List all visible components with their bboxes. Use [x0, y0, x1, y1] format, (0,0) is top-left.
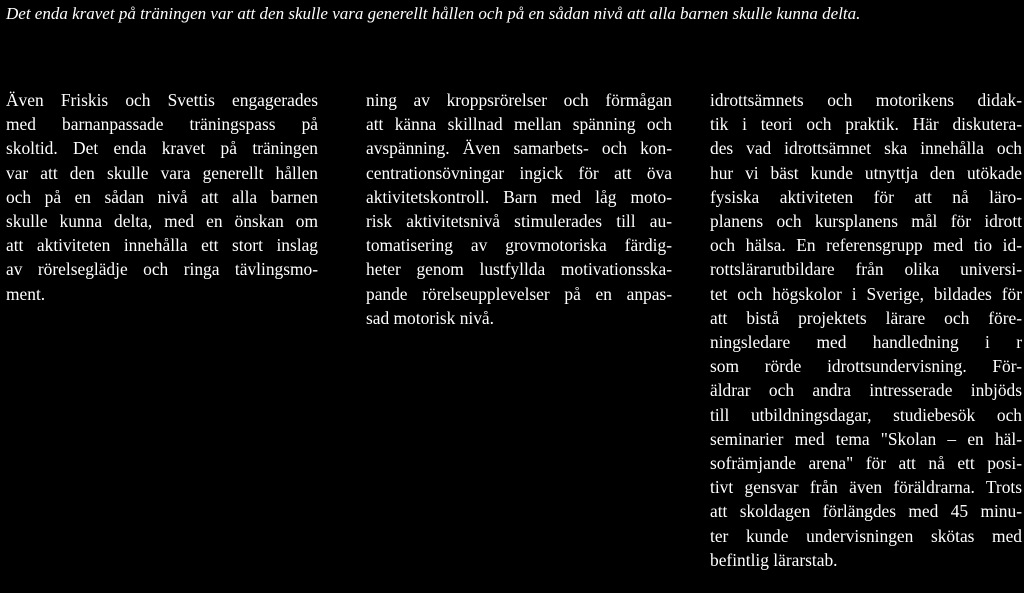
- text-line: tet och högskolor i Sverige, bildades för: [710, 283, 1022, 304]
- text-line: som rörde idrottsundervisning. För-: [710, 356, 1022, 377]
- text-line: avspänning. Även samarbets- och kon-: [366, 138, 672, 159]
- text-line: äldrar och andra intresserade inbjöds: [710, 380, 1022, 401]
- text-column-1: [6, 88, 318, 306]
- text-line: ter kunde undervisningen skötas med: [710, 525, 1022, 546]
- text-line: skoltid. Det enda kravet på träningen: [6, 138, 318, 159]
- text-line: seminarier med tema "Skolan – en häl-: [710, 428, 1022, 449]
- text-line: att bistå projektets lärare och före-: [710, 307, 1022, 328]
- text-line: befintlig lärarstab.: [710, 549, 838, 570]
- text-line: centrationsövningar ingick för att öva: [366, 162, 672, 183]
- text-line: att känna skillnad mellan spänning och: [366, 114, 672, 135]
- text-line: hur vi bäst kunde utnyttja den utökade: [710, 162, 1022, 183]
- text-line: des vad idrottsämnet ska innehålla och: [710, 138, 1022, 159]
- text-line: att aktiviteten innehålla ett stort inslag: [6, 235, 318, 256]
- text-line: rottslärarutbildare från olika universi-: [710, 259, 1022, 280]
- text-line: av rörelseglädje och ringa tävlingsmo-: [6, 259, 318, 280]
- text-line: idrottsämnets och motorikens didak-: [710, 90, 1022, 110]
- text-line: risk aktivitetsnivå stimulerades till au-: [366, 211, 672, 232]
- text-line: med barnanpassade träningspass på: [6, 114, 318, 135]
- text-line: att skoldagen förlängdes med 45 minu-: [710, 501, 1022, 522]
- text-line: Även Friskis och Svettis engagerades: [6, 90, 318, 110]
- text-line: ningsledare med handledning i r: [710, 332, 1022, 353]
- text-column-2: [366, 88, 672, 330]
- text-line: ment.: [6, 283, 46, 304]
- text-line: tik i teori och praktik. Här diskutera-: [710, 114, 1022, 135]
- pull-quote: Det enda kravet på träningen var att den skulle vara generellt hållen och på en sådan nivå att alla barnen skulle kunna delta.: [6, 4, 861, 23]
- text-line: pande rörelseupplevelser på en anpas-: [366, 283, 672, 304]
- text-line: och hälsa. En referensgrupp med tio id-: [710, 235, 1022, 256]
- text-line: och på en sådan nivå att alla barnen: [6, 186, 318, 207]
- text-line: planens och kursplanens mål för idrott: [710, 211, 1022, 232]
- text-line: tomatisering av grovmotoriska färdig-: [366, 235, 672, 256]
- text-line: var att den skulle vara generellt hållen: [6, 162, 318, 183]
- text-line: ning av kroppsrörelser och förmågan: [366, 90, 672, 110]
- text-line: skulle kunna delta, med en önskan om: [6, 211, 318, 232]
- text-column-3: [710, 88, 1022, 572]
- text-line: till utbildningsdagar, studiebesök och: [710, 404, 1022, 425]
- text-line: fysiska aktiviteten för att nå läro-: [710, 186, 1022, 207]
- text-line: tivt gensvar från även föräldrarna. Trots: [710, 477, 1022, 498]
- text-line: aktivitetskontroll. Barn med låg moto-: [366, 186, 672, 207]
- text-line: heter genom lustfyllda motivationsska-: [366, 259, 672, 280]
- text-line: sad motorisk nivå.: [366, 307, 495, 328]
- text-line: sofrämjande arena" för att nå ett posi-: [710, 453, 1022, 474]
